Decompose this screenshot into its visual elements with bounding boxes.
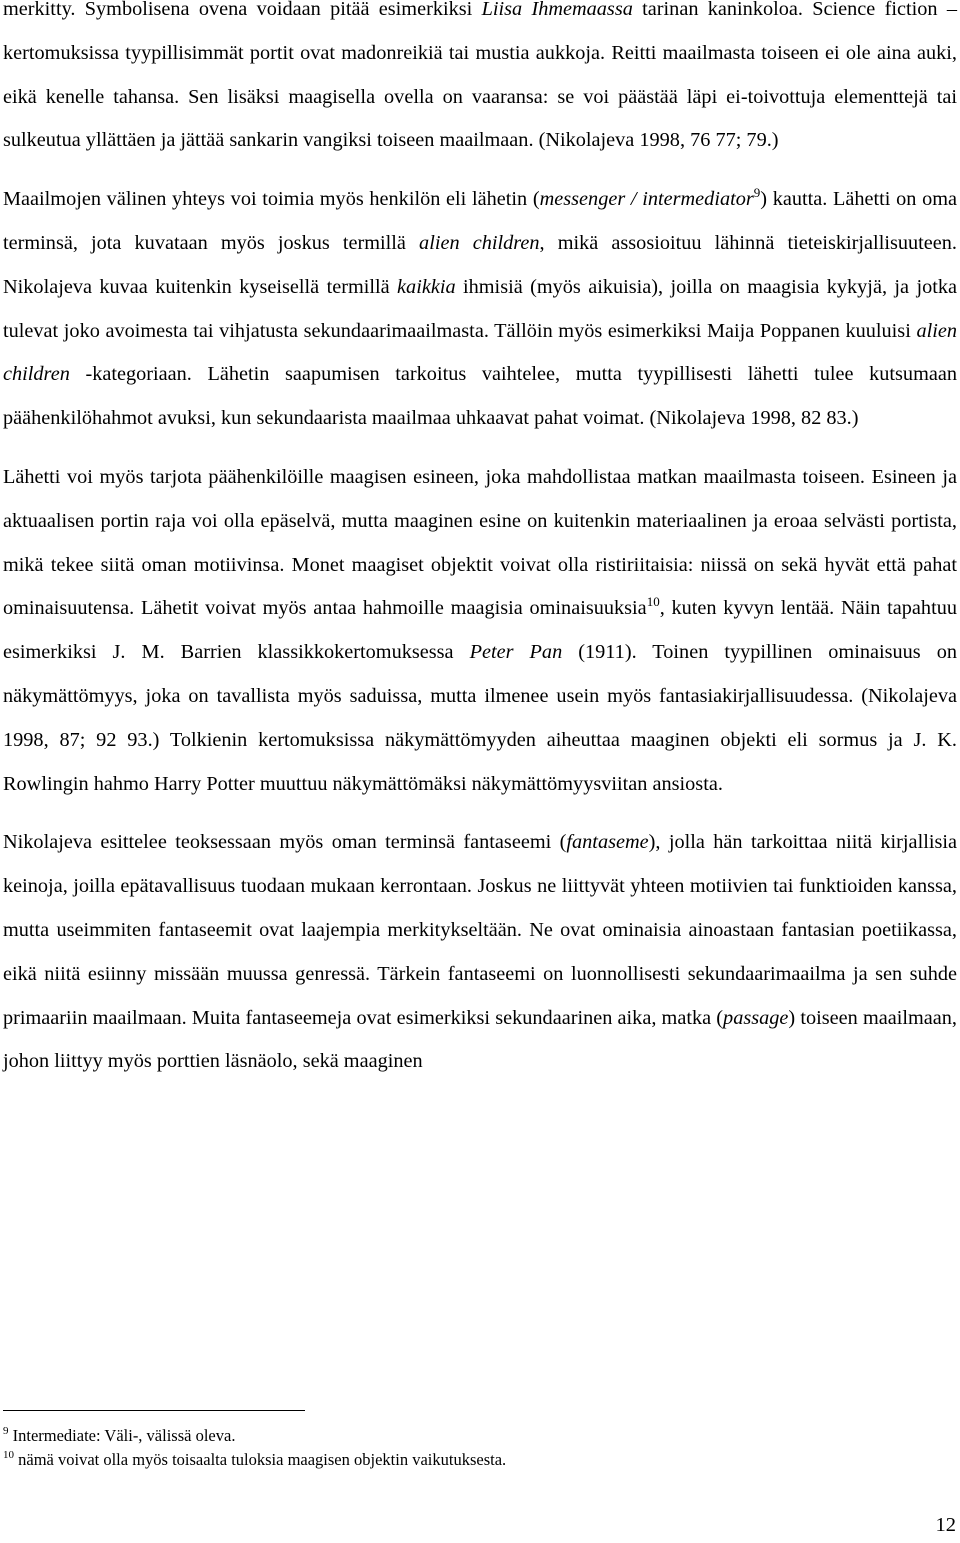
paragraph bbox=[3, 178, 957, 441]
italic-text: alien children bbox=[419, 231, 540, 254]
italic-text: Peter Pan bbox=[469, 641, 563, 664]
italic-text: alien children bbox=[3, 319, 957, 386]
italic-text: fantaseme bbox=[566, 831, 649, 854]
italic-text: kaikkia bbox=[397, 275, 456, 298]
text-run: merkitty. Symbolisena ovena voidaan pitää esimerkiksi bbox=[3, 0, 482, 20]
text-run: ihmisiä (myös aikuisia), joilla on maagisia kykyjä, ja jotka tulevat joko avoimesta tai vihjatusta sekundaarimaailmasta. Tällöin myös esimerkiksi Maija Poppanen kuuluisi bbox=[3, 275, 957, 342]
footnote bbox=[3, 1448, 957, 1472]
page-number: 12 bbox=[935, 1514, 956, 1536]
text-run: Nikolajeva esittelee teoksessaan myös oman terminsä fantaseemi ( bbox=[3, 831, 567, 854]
text-run: ), jolla hän tarkoittaa niitä kirjallisia keinoja, joilla epätavallisuus tuodaan mukaan kerrontaan. Joskus ne liittyvät yhteen motiivien tai funktioiden kanssa, mutta useimmiten fantaseemit ovat laajempia merkitykseltään. Ne ovat ominaisia ainoastaan fantasian poetiikassa, eikä niitä esiinny missään muussa genressä. Tärkein fantaseemi on luonnollisesti sekundaarimaailma ja sen suhde primaariin maailmaan. Muita fantaseemeja ovat esimerkiksi sekundaarinen aika, matka ( bbox=[3, 831, 957, 1029]
paragraph bbox=[3, 456, 957, 806]
footnote-number: 10 bbox=[3, 1448, 14, 1461]
footnotes bbox=[3, 1424, 957, 1471]
footnote-separator bbox=[3, 1410, 305, 1411]
text-run: (1911). Toinen tyypillinen ominaisuus on näkymättömyys, joka on tavallista myös saduissa, mutta ilmenee usein myös fantasiakirjallisuudessa. (Nikolajeva 1998, 87; 92 93.) Tolkienin kertomuksissa näkymättömyyden aiheuttaa maaginen objekti eli sormus ja J. K. Rowlingin hahmo Harry Potter muuttuu näkymättömäksi näkymättömyysviitan ansiosta. bbox=[3, 641, 957, 795]
italic-text: passage bbox=[723, 1006, 789, 1029]
text-run: , kuten kyvyn lentää. Näin tapahtuu esimerkiksi J. M. Barrien klassikkokertomuksessa bbox=[3, 597, 957, 664]
text-run: ) kautta. Lähetti on oma terminsä, jota kuvataan myös joskus termillä bbox=[3, 188, 957, 254]
text-run: Maailmojen välinen yhteys voi toimia myös henkilön eli lähetin ( bbox=[3, 188, 540, 211]
footnote-reference: 9 bbox=[753, 185, 761, 201]
italic-text: Liisa Ihmemaassa bbox=[481, 0, 633, 20]
text-run: ) toiseen maailmaan, johon liittyy myös porttien läsnäolo, sekä maaginen bbox=[3, 1006, 957, 1073]
footnote-text: Intermediate: Väli-, välissä oleva. bbox=[8, 1426, 236, 1445]
footnote-text: nämä voivat olla myös toisaalta tuloksia maagisen objektin vaikutuksesta. bbox=[14, 1449, 507, 1469]
footnote-reference: 10 bbox=[646, 594, 660, 610]
paragraph bbox=[3, 0, 957, 163]
text-run: tarinan kaninkoloa. Science fiction – kertomuksissa tyypillisimmät portit ovat madonreikiä tai mustia aukkoja. Reitti maailmasta toiseen ei ole aina auki, eikä kenelle tahansa. Sen lisäksi maagisella ovella on vaaransa: se voi päästää läpi ei-toivottuja elementtejä tai sulkeutua yllättäen ja jättää sankarin vangiksi toiseen maailmaan. (Nikolajeva 1998, 76 77; 79.) bbox=[3, 0, 957, 152]
footnote bbox=[3, 1424, 957, 1448]
text-run: Lähetti voi myös tarjota päähenkilöille maagisen esineen, joka mahdollistaa matkan maailmasta toiseen. Esineen ja aktuaalisen portin raja voi olla epäselvä, mutta maaginen esine on kuitenkin materiaalinen ja eroaa selvästi portista, mikä tekee siitä oman motiivinsa. Monet maagiset objektit voivat olla ristiriitaisia: niissä on sekä hyvät että pahat ominaisuutensa. Lähetit voivat myös antaa hahmoille maagisia ominaisuuksia bbox=[3, 465, 957, 620]
text-run: , mikä assosioituu lähinnä tieteiskirjallisuuteen. Nikolajeva kuvaa kuitenkin kyseisellä termillä bbox=[3, 231, 957, 298]
italic-text: messenger / intermediator bbox=[539, 188, 754, 211]
text-run: -kategoriaan. Lähetin saapumisen tarkoitus vaihtelee, mutta tyypillisesti lähetti tulee kutsumaan päähenkilöhahmot avuksi, kun sekundaarista maailmaa uhkaavat pahat voimat. (Nikolajeva 1998, 82 83.) bbox=[3, 363, 957, 430]
paragraph bbox=[3, 821, 957, 1084]
document-body bbox=[3, 0, 957, 1084]
footnote-number: 9 bbox=[3, 1425, 9, 1437]
